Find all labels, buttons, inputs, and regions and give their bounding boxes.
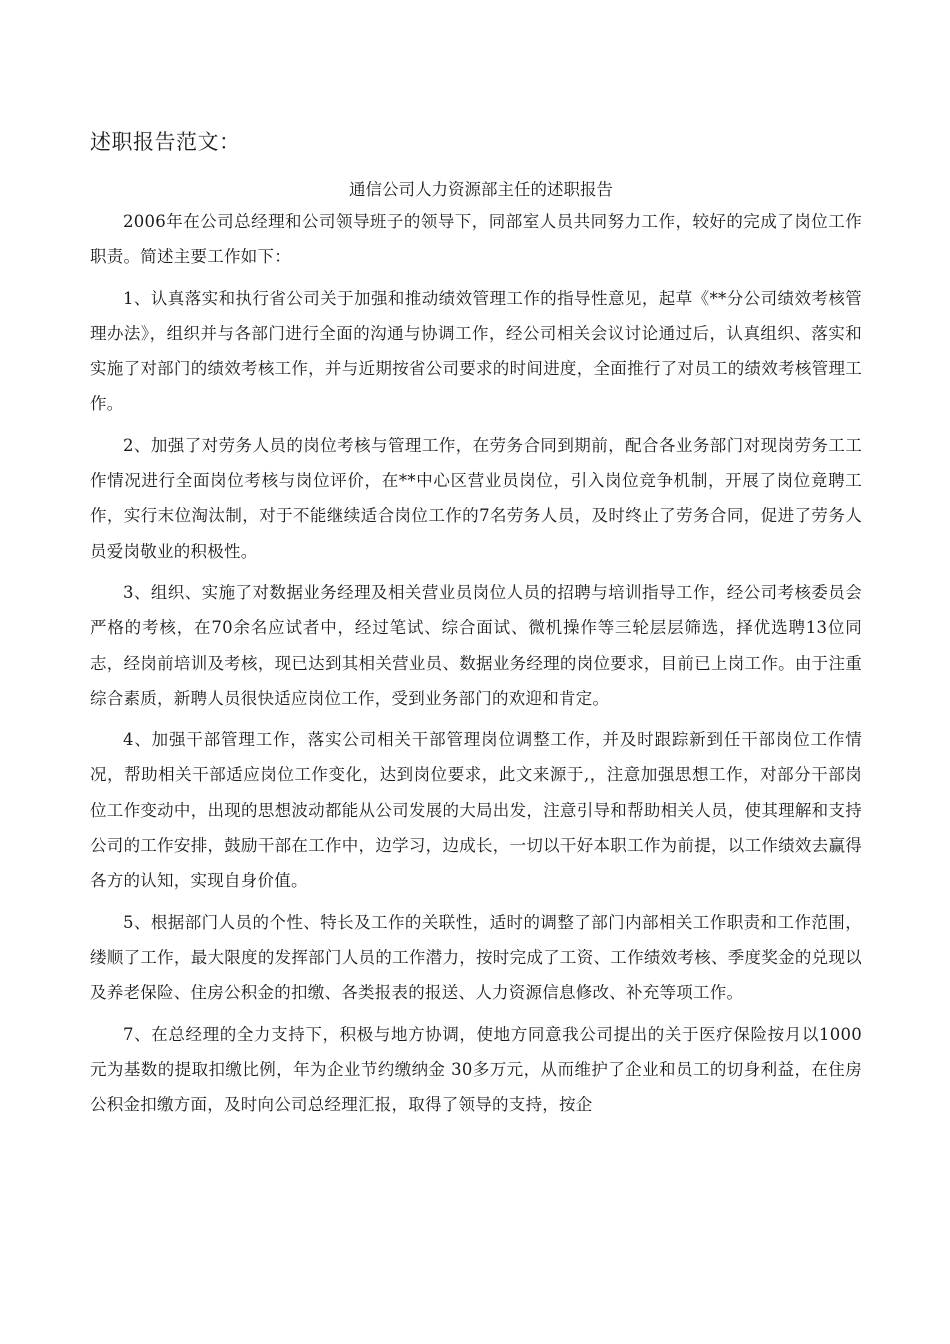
paragraph-item-7: 7、在总经理的全力支持下，积极与地方协调，使地方同意我公司提出的关于医疗保险按月以1000元为基数的提取扣缴比例，年为企业节约缴纳金 30多万元，从而维护了企业和员工的切身利益，在住房公积金扣缴方面，及时向公司总经理汇报，取得了领导的支持，按企 [90,1024,862,1115]
document-heading: 述职报告范文： [90,130,241,154]
paragraph-item-1: 1、认真落实和执行省公司关于加强和推动绩效管理工作的指导性意见，起草《**分公司绩效考核管理办法》，组织并与各部门进行全面的沟通与协调工作，经公司相关会议讨论通过后，认真组织、落实和实施了对部门的绩效考核工作，并与近期按省公司要求的时间进度，全面推行了对员工的绩效考核管理工作。 [90,288,862,414]
paragraph-item-4: 4、加强干部管理工作，落实公司相关干部管理岗位调整工作，并及时跟踪新到任干部岗位工作情况，帮助相关干部适应岗位工作变化，达到岗位要求，此文来源于,，注意加强思想工作，对部分干部岗位工作变动中，出现的思想波动都能从公司发展的大局出发，注意引导和帮助相关人员，使其理解和支持公司的工作安排，鼓励干部在工作中，边学习，边成长，一切以干好本职工作为前提，以工作绩效去赢得各方的认知，实现自身价值。 [90,730,862,891]
paragraph-item-2: 2、加强了对劳务人员的岗位考核与管理工作，在劳务合同到期前，配合各业务部门对现岗劳务工工作情况进行全面岗位考核与岗位评价，在**中心区营业员岗位，引入岗位竞争机制，开展了岗位竟聘工作，实行末位淘汰制，对于不能继续适合岗位工作的7名劳务人员，及时终止了劳务合同，促进了劳务人员爱岗敬业的积极性。 [90,435,862,561]
paragraph-intro: 2006年在公司总经理和公司领导班子的领导下，同部室人员共同努力工作，较好的完成了岗位工作职责。简述主要工作如下： [90,212,862,267]
document-page [90,126,862,1122]
paragraph-item-5: 5、根据部门人员的个性、特长及工作的关联性，适时的调整了部门内部相关工作职责和工作范围，缕顺了工作，最大限度的发挥部门人员的工作潜力，按时完成了工资、工作绩效考核、季度奖金的兑现以及养老保险、住房公积金的扣缴、各类报表的报送、人力资源信息修改、补充等项工作。 [90,912,862,1003]
report-title: 通信公司人力资源部主任的述职报告 [349,180,613,199]
paragraph-item-3: 3、组织、实施了对数据业务经理及相关营业员岗位人员的招聘与培训指导工作，经公司考核委员会严格的考核，在70余名应试者中，经过笔试、综合面试、微机操作等三轮层层筛选，择优选聘13位同志，经岗前培训及考核，现已达到其相关营业员、数据业务经理的岗位要求，目前已上岗工作。由于注重综合素质，新聘人员很快适应岗位工作，受到业务部门的欢迎和肯定。 [90,582,862,708]
